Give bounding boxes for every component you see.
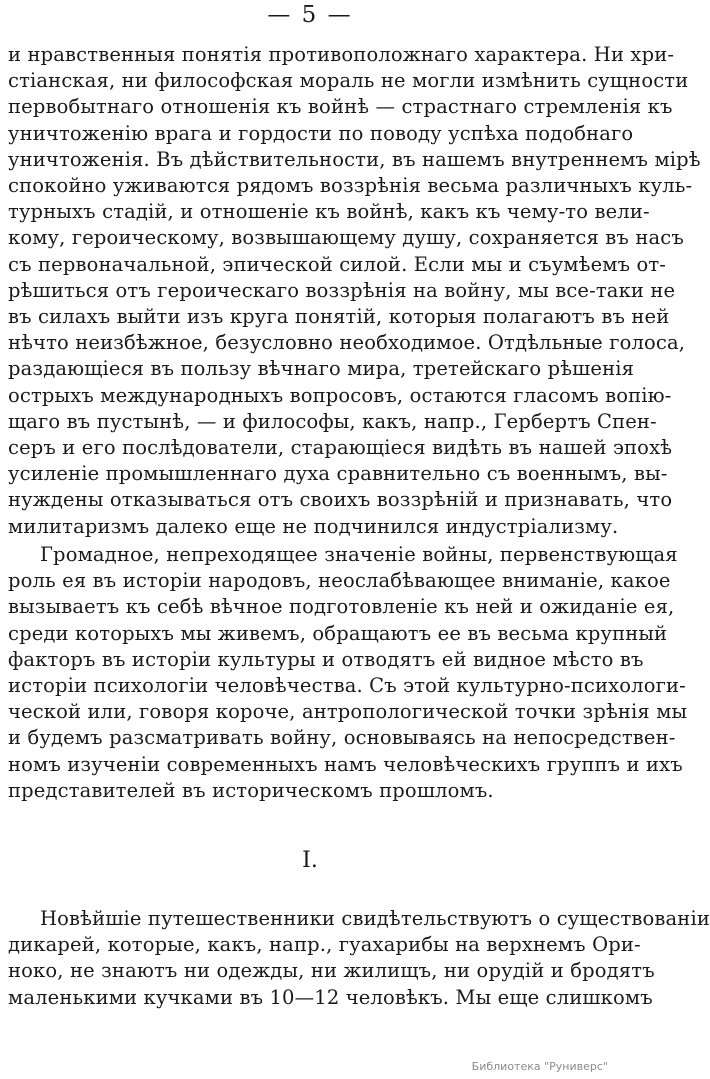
text-line: вызываетъ къ себѣ вѣчное подготовленіе къ ней и ожиданіе ея, [8,595,675,619]
text-line: усиленіе промышленнаго духа сравнительно съ военнымъ, вы- [8,462,668,486]
page-number: — 5 — [267,2,353,28]
text-line: ческой или, говоря короче, антропологической точки зрѣнія мы [8,700,688,724]
text-line: и будемъ разсматривать войну, основываясь на непосредствен- [8,726,676,750]
text-line: дикарей, которые, какъ, напр., гуахарибы на верхнемъ Ори- [8,933,641,957]
text-line: острыхъ международныхъ вопросовъ, остаются гласомъ вопію- [8,383,672,407]
text-line: и нравственныя понятія противоположнаго характера. Ни хри- [8,43,675,66]
footer-watermark: Библиотека "Руниверс" [471,1060,608,1073]
text-line: уничтоженія. Въ дѣйствительности, въ нашемъ внутреннемъ мірѣ [8,147,701,171]
text-line: ноко, не знаютъ ни одежды, ни жилищъ, ни орудій и бродятъ [8,959,655,983]
text-line: спокойно уживаются рядомъ воззрѣнія весьма различныхъ куль- [8,174,693,197]
text-line: кому, героическому, возвышающему душу, сохраняется въ насъ [8,226,684,250]
text-line: исторіи психологіи человѣчества. Съ этой культурно-психологи- [8,674,686,697]
text-line: Громадное, непреходящее значеніе войны, первенствующая [40,543,678,566]
text-line: первобытнаго отношенія къ войнѣ — страстнаго стремленія къ [8,95,673,119]
text-line: факторъ въ исторіи культуры и отводятъ ей видное мѣсто въ [8,647,644,671]
text-line: серъ и его послѣдователи, старающіеся видѣть въ нашей эпохѣ [8,436,673,459]
text-line: въ силахъ выйти изъ круга понятій, которыя полагаютъ въ ней [8,305,670,328]
text-line: нѣчто неизбѣжное, безусловно необходимое. Отдѣльные голоса, [8,331,686,355]
text-line: милитаризмъ далеко еще не подчинился индустріализму. [8,514,619,538]
text-line: номъ изученіи современныхъ намъ человѣческихъ группъ и ихъ [8,752,683,776]
text-line: щаго въ пустынѣ, — и философы, какъ, напр., Гербертъ Спен- [8,409,657,433]
text-line: Новѣйшіе путешественники свидѣтельствуютъ о существованіи [40,907,710,930]
text-line: стіанская, ни философская мораль не могли измѣнить сущности [8,69,689,93]
text-line: рѣшиться отъ героическаго воззрѣнія на войну, мы все-таки не [8,278,676,302]
text-line: нуждены отказываться отъ своихъ воззрѣній и признавать, что [8,488,673,512]
text-line: съ первоначальной, эпической силой. Если мы и съумѣемъ от- [8,252,667,276]
text-line: представителей въ историческомъ прошломъ. [8,778,494,802]
text-line: турныхъ стадій, и отношеніе къ войнѣ, какъ къ чему-то вели- [8,200,650,224]
text-line: роль ея въ исторіи народовъ, неослабѣвающее вниманіе, какое [8,569,671,593]
text-line: уничтоженію врага и гордости по поводу успѣха подобнаго [8,121,634,145]
section-heading: I. [302,848,318,873]
text-line: среди которыхъ мы живемъ, обращаютъ ее въ весьма крупный [8,621,668,645]
text-line: раздающіеся въ пользу вѣчнаго мира, третейскаго рѣшенія [8,357,635,381]
text-line: маленькими кучками въ 10—12 человѣкъ. Мы еще слишкомъ [8,985,653,1009]
